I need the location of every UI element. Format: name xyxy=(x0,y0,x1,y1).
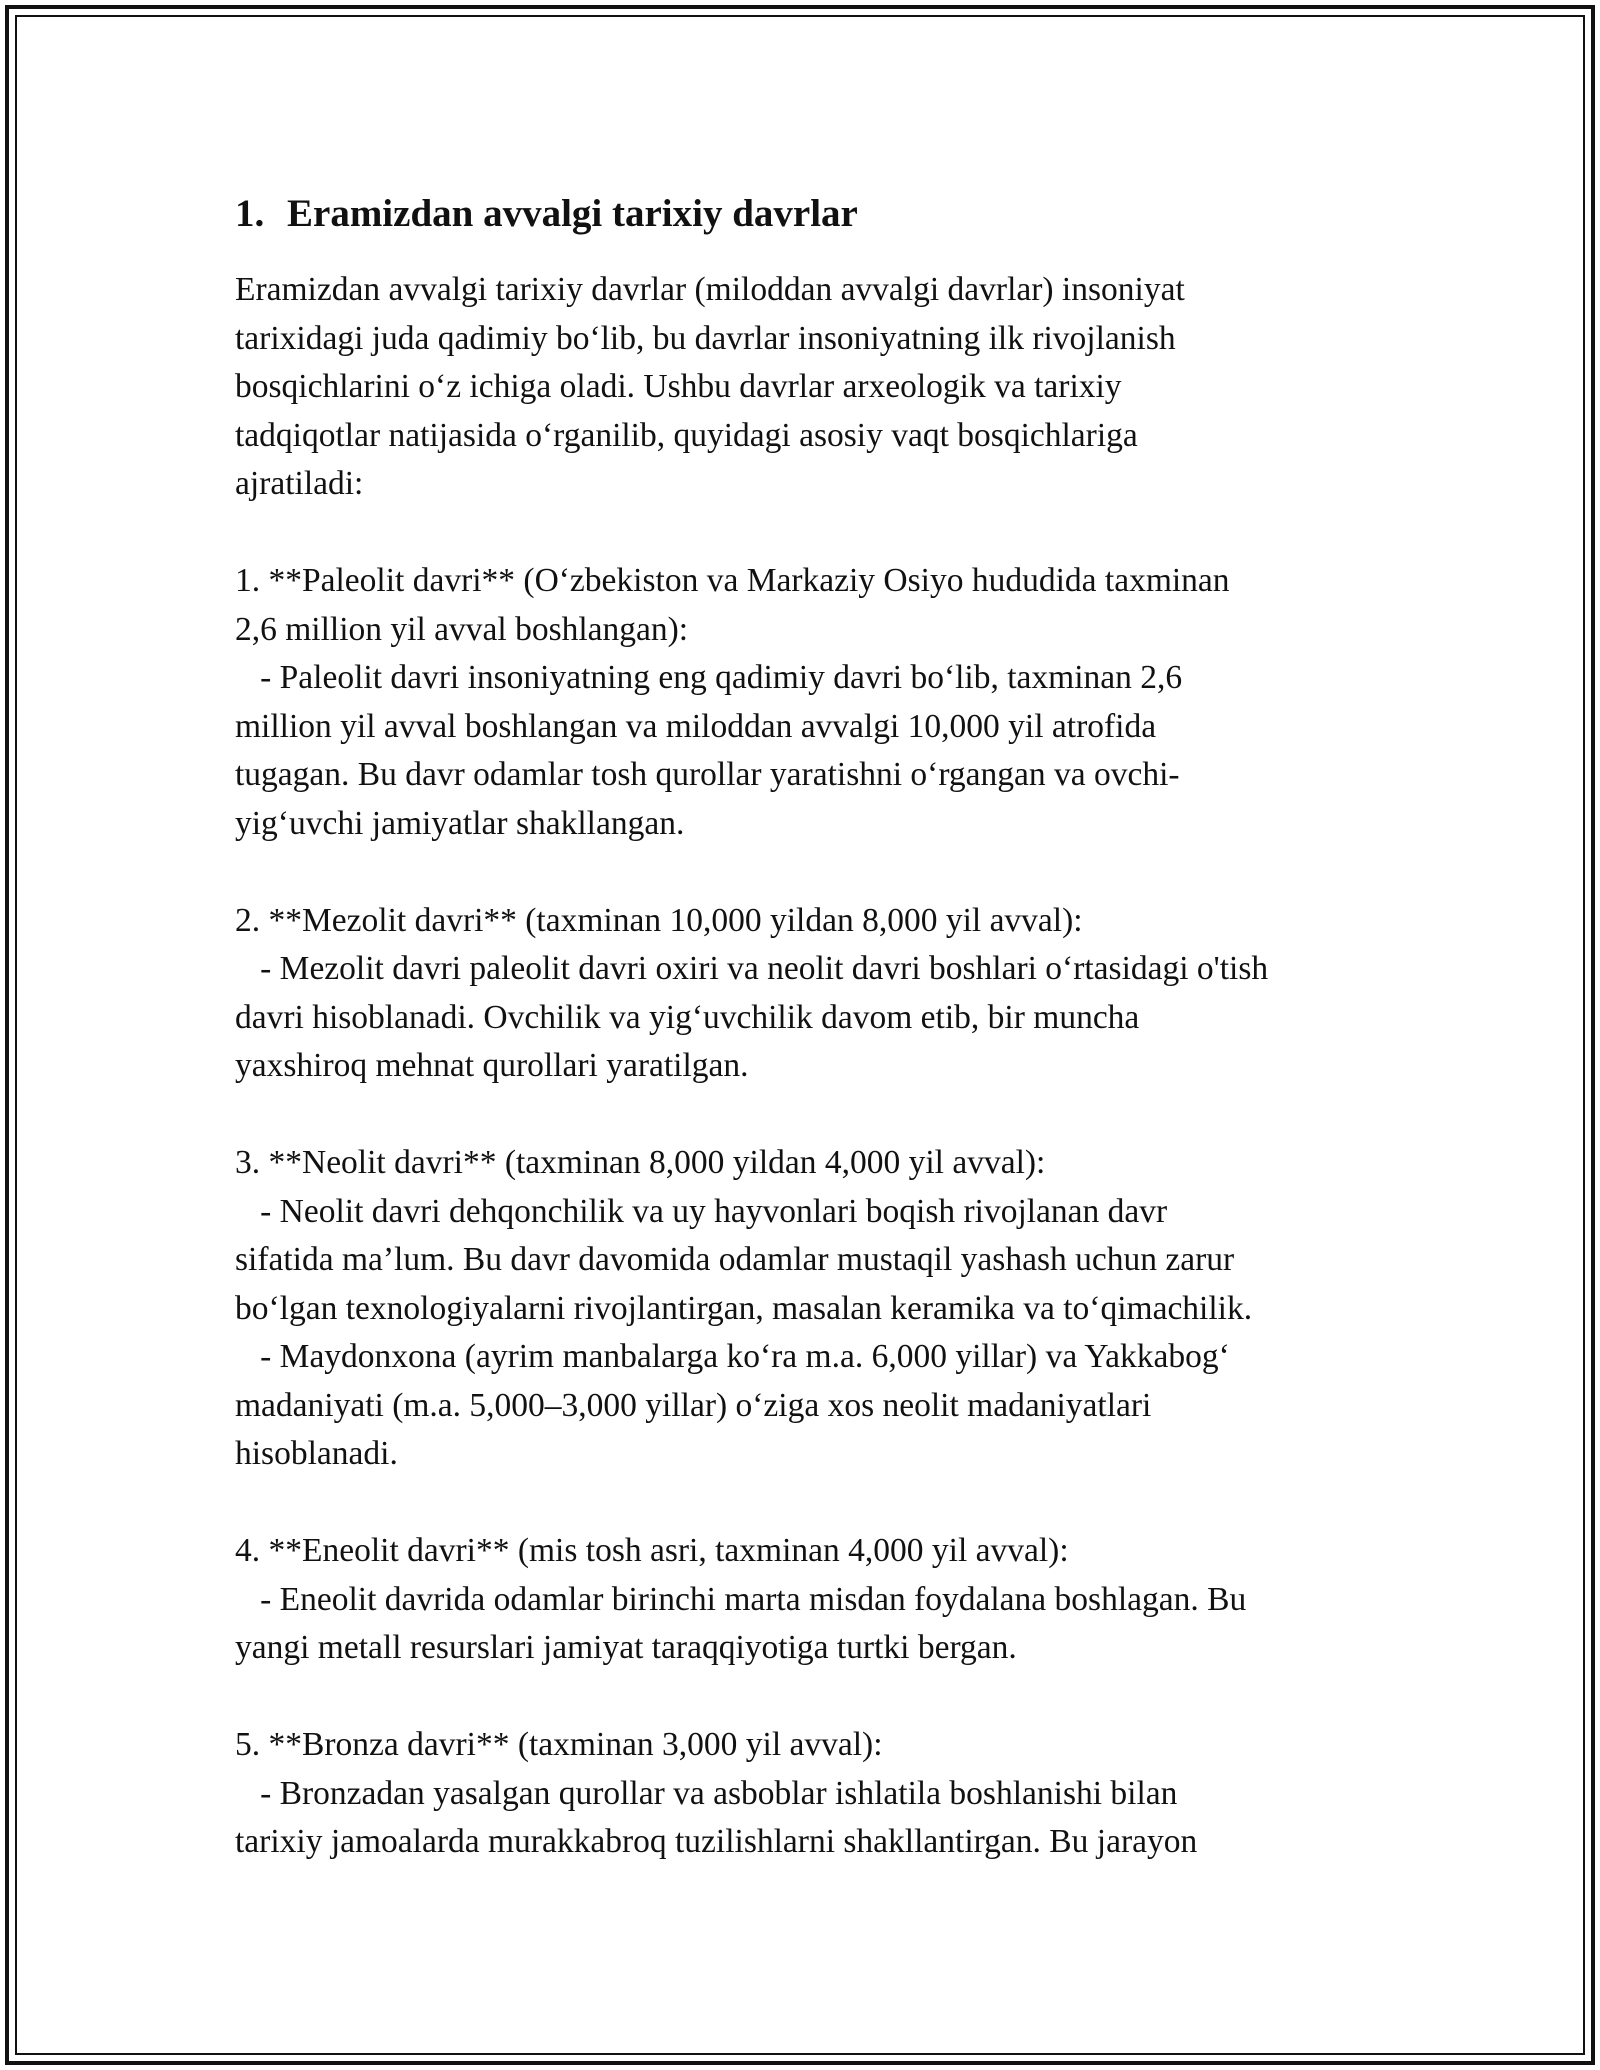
period-paleolit xyxy=(235,557,1400,848)
text-line: - Maydonxona (ayrim manbalarga ko‘ra m.a. 6,000 yillar) va Yakkabog‘ xyxy=(235,1338,1230,1375)
intro-paragraph xyxy=(235,266,1400,509)
text-line: 1. **Paleolit davri** (O‘zbekiston va Markaziy Osiyo hududida taxminan xyxy=(235,562,1230,599)
text-line: - Mezolit davri paleolit davri oxiri va neolit davri boshlari o‘rtasidagi o'tish xyxy=(235,950,1269,987)
text-line: davri hisoblanadi. Ovchilik va yig‘uvchilik davom etib, bir muncha xyxy=(235,998,1140,1036)
text-line: bo‘lgan texnologiyalarni rivojlantirgan, masalan keramika va to‘qimachilik. xyxy=(235,1289,1253,1327)
text-line: yangi metall resurslari jamiyat taraqqiyotiga turtki bergan. xyxy=(235,1629,1017,1666)
period-bronza xyxy=(235,1721,1400,1867)
text-line: ajratiladi: xyxy=(235,465,364,502)
heading-text: Eramizdan avvalgi tarixiy davrlar xyxy=(287,192,858,235)
text-line: tarixidagi juda qadimiy bo‘lib, bu davrlar insoniyatning ilk rivojlanish xyxy=(235,319,1176,357)
text-line: 2. **Mezolit davri** (taxminan 10,000 yildan 8,000 yil avval): xyxy=(235,901,1083,939)
text-line: sifatida ma’lum. Bu davr davomida odamlar mustaqil yashash uchun zarur xyxy=(235,1241,1235,1278)
document-body xyxy=(235,186,1400,1867)
section-heading xyxy=(235,186,1400,242)
period-neolit xyxy=(235,1139,1400,1479)
text-line: yig‘uvchi jamiyatlar shakllangan. xyxy=(235,804,685,842)
text-line: - Paleolit davri insoniyatning eng qadimiy davri bo‘lib, taxminan 2,6 xyxy=(235,659,1183,696)
text-line: - Neolit davri dehqonchilik va uy hayvonlari boqish rivojlanan davr xyxy=(235,1192,1168,1230)
period-mezolit xyxy=(235,897,1400,1091)
text-line: million yil avval boshlangan va miloddan avvalgi 10,000 yil atrofida xyxy=(235,707,1157,745)
text-line: yaxshiroq mehnat qurollari yaratilgan. xyxy=(235,1047,749,1084)
heading-number: 1. xyxy=(235,192,265,235)
text-line: tugagan. Bu davr odamlar tosh qurollar yaratishni o‘rgangan va ovchi- xyxy=(235,756,1180,793)
text-line: Eramizdan avvalgi tarixiy davrlar (miloddan avvalgi davrlar) insoniyat xyxy=(235,271,1185,308)
text-line: tarixiy jamoalarda murakkabroq tuzilishlarni shakllantirgan. Bu jarayon xyxy=(235,1823,1198,1860)
text-line: bosqichlarini o‘z ichiga oladi. Ushbu davrlar arxeologik va tarixiy xyxy=(235,368,1122,405)
text-line: madaniyati (m.a. 5,000–3,000 yillar) o‘ziga xos neolit madaniyatlari xyxy=(235,1386,1152,1424)
text-line: 3. **Neolit davri** (taxminan 8,000 yildan 4,000 yil avval): xyxy=(235,1144,1046,1181)
text-line: hisoblanadi. xyxy=(235,1435,398,1472)
text-line: tadqiqotlar natijasida o‘rganilib, quyidagi asosiy vaqt bosqichlariga xyxy=(235,416,1138,454)
text-line: - Eneolit davrida odamlar birinchi marta misdan foydalana boshlagan. Bu xyxy=(235,1580,1247,1618)
period-eneolit xyxy=(235,1527,1400,1673)
text-line: 5. **Bronza davri** (taxminan 3,000 yil avval): xyxy=(235,1726,883,1763)
text-line: 4. **Eneolit davri** (mis tosh asri, taxminan 4,000 yil avval): xyxy=(235,1532,1069,1569)
text-line: - Bronzadan yasalgan qurollar va asboblar ishlatila boshlanishi bilan xyxy=(235,1774,1178,1812)
text-line: 2,6 million yil avval boshlangan): xyxy=(235,610,689,648)
